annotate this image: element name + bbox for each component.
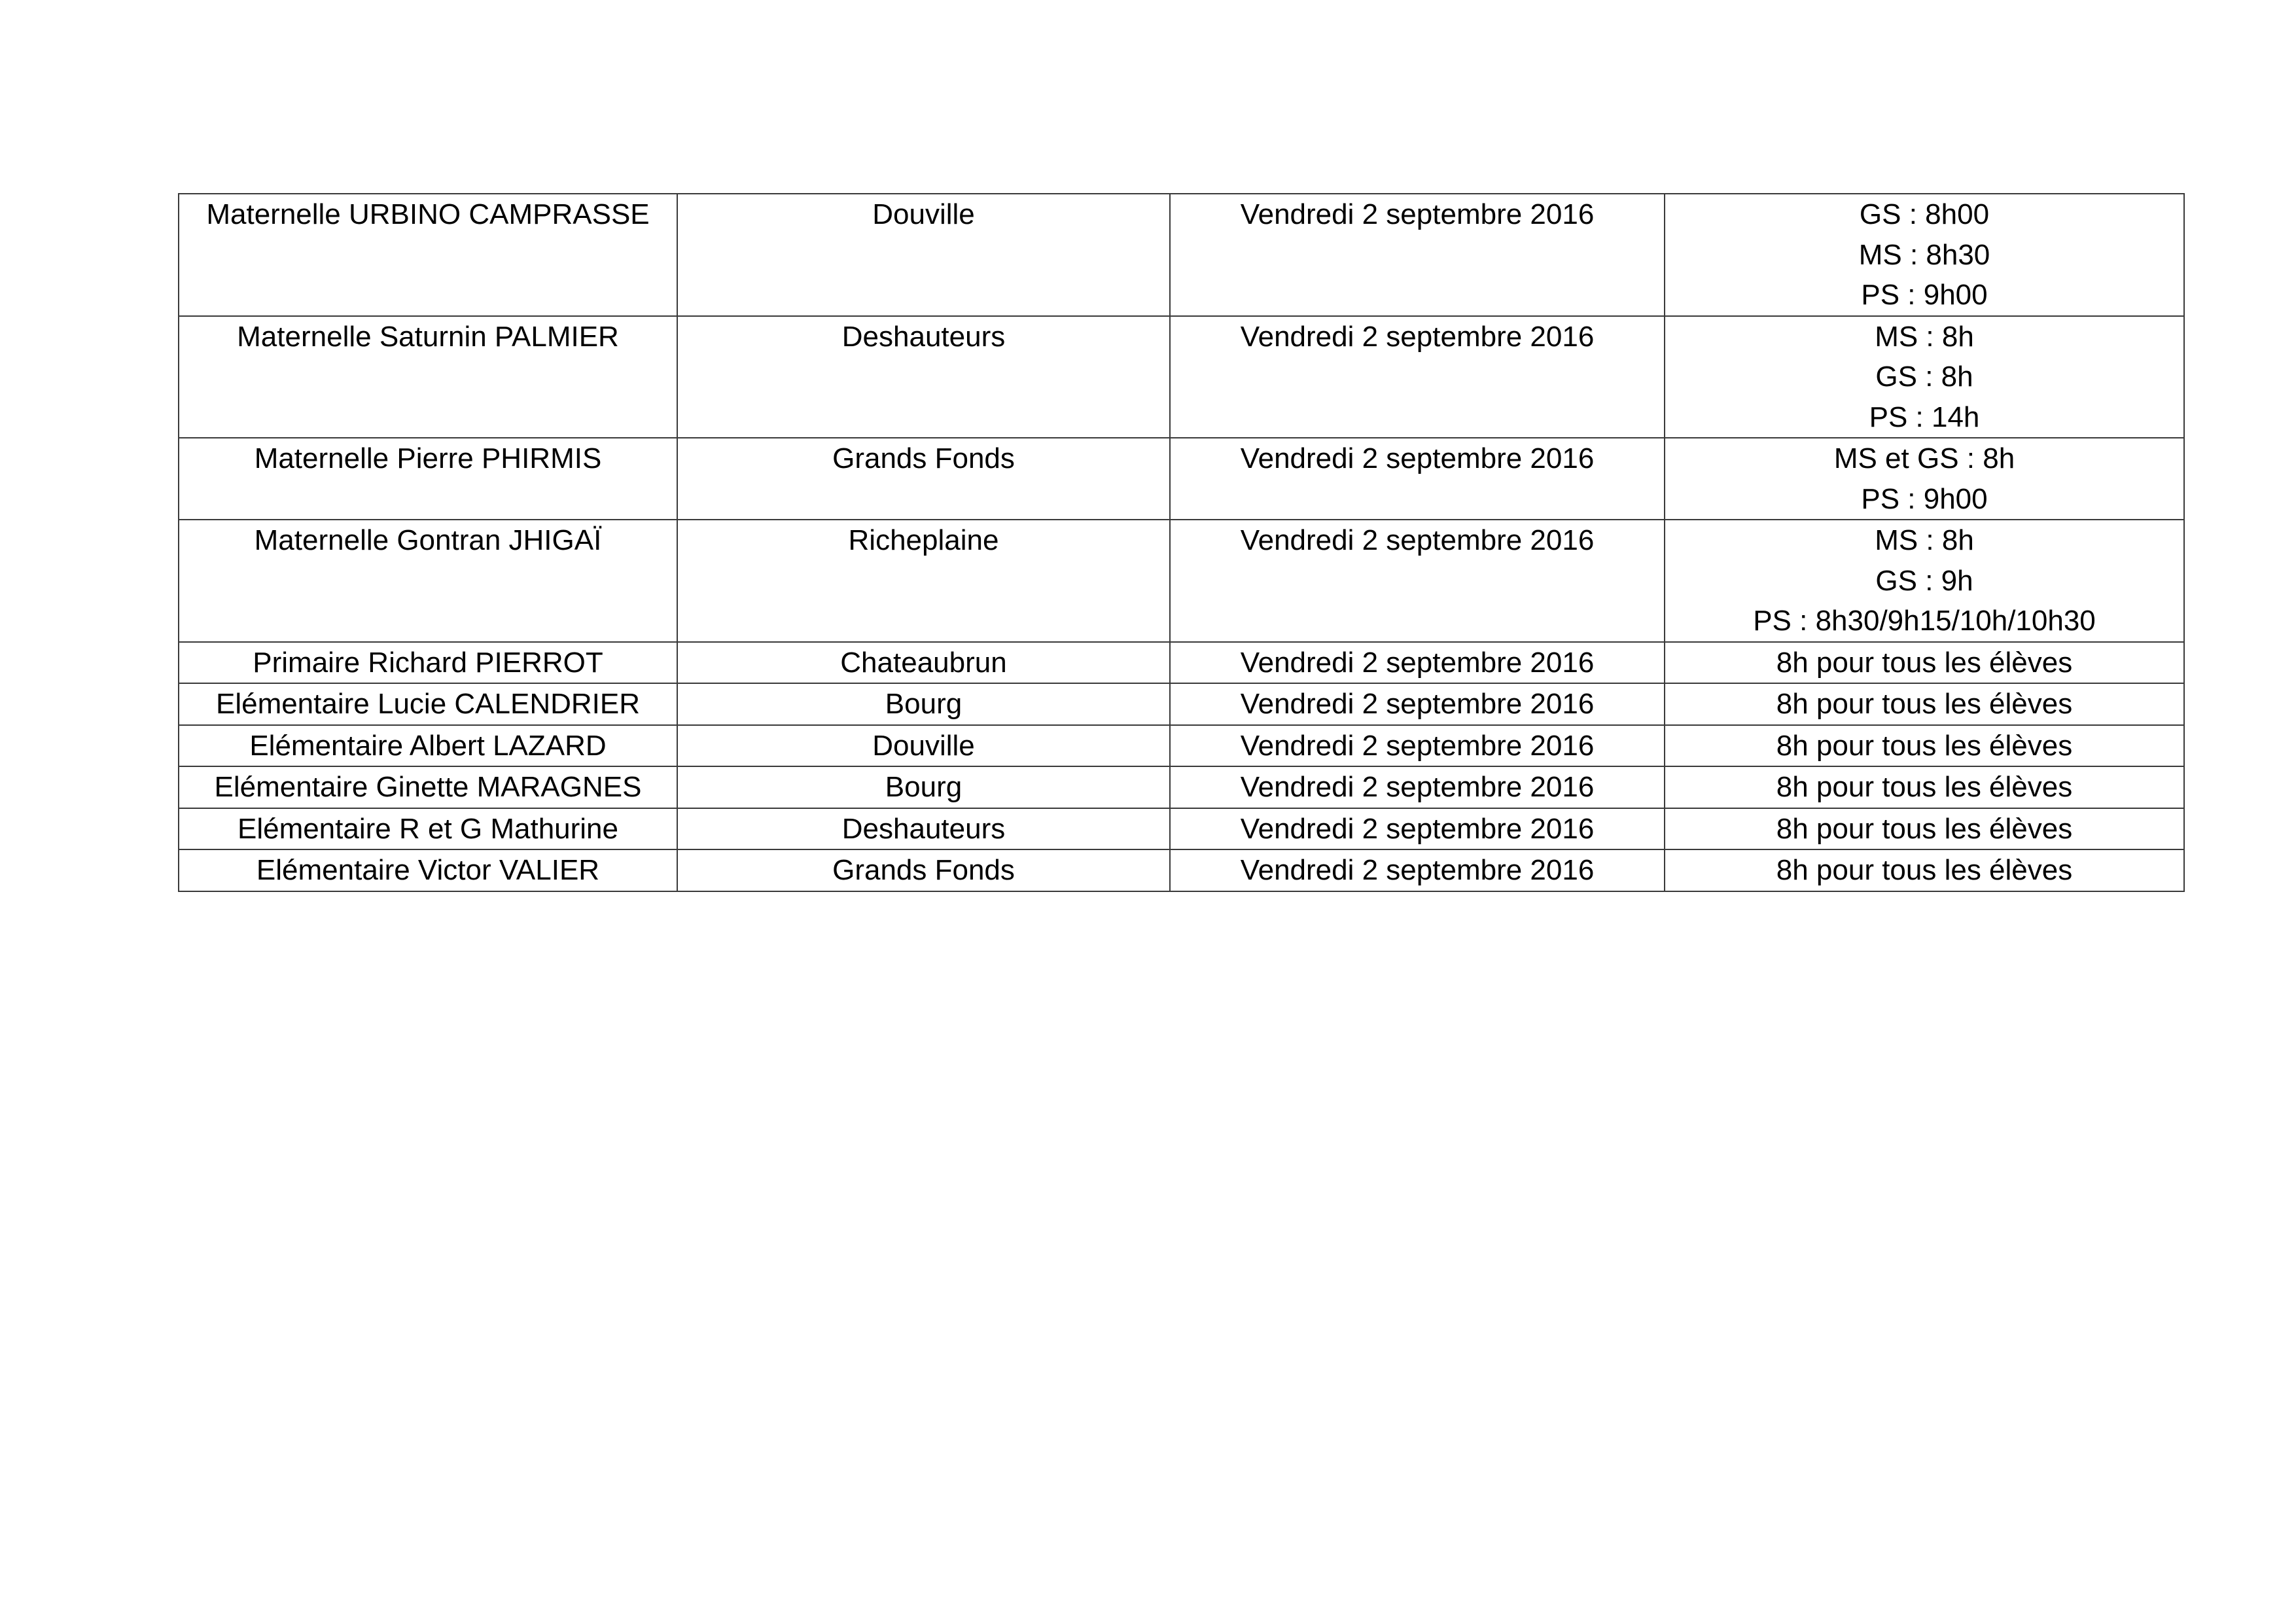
school-cell xyxy=(179,808,677,850)
time-line: PS : 14h xyxy=(1869,401,1980,433)
date-text: Vendredi 2 septembre 2016 xyxy=(1240,771,1595,803)
times-cell xyxy=(1665,766,2184,808)
table-row xyxy=(179,808,2184,850)
location-cell xyxy=(677,849,1170,891)
location-cell xyxy=(677,438,1170,520)
school-cell xyxy=(179,194,677,316)
date-text: Vendredi 2 septembre 2016 xyxy=(1240,320,1595,353)
location-name: Chateaubrun xyxy=(840,646,1007,679)
location-name: Grands Fonds xyxy=(832,442,1015,474)
school-cell xyxy=(179,642,677,684)
school-name: Elémentaire Victor VALIER xyxy=(256,854,600,886)
location-cell xyxy=(677,808,1170,850)
times-cell xyxy=(1665,849,2184,891)
times-cell xyxy=(1665,316,2184,438)
date-text: Vendredi 2 septembre 2016 xyxy=(1240,812,1595,845)
school-name: Primaire Richard PIERROT xyxy=(253,646,603,679)
school-cell xyxy=(179,316,677,438)
date-cell xyxy=(1170,642,1665,684)
date-text: Vendredi 2 septembre 2016 xyxy=(1240,442,1595,474)
location-cell xyxy=(677,766,1170,808)
school-cell xyxy=(179,849,677,891)
school-cell xyxy=(179,725,677,767)
time-line: PS : 9h00 xyxy=(1861,279,1988,311)
date-cell xyxy=(1170,438,1665,520)
table-row xyxy=(179,520,2184,642)
date-cell xyxy=(1170,683,1665,725)
location-name: Douville xyxy=(872,729,975,762)
times-cell xyxy=(1665,194,2184,316)
date-cell xyxy=(1170,808,1665,850)
school-cell xyxy=(179,766,677,808)
location-name: Deshauteurs xyxy=(841,320,1006,353)
table-row xyxy=(179,683,2184,725)
school-name: Elémentaire R et G Mathurine xyxy=(237,812,619,845)
date-cell xyxy=(1170,766,1665,808)
date-text: Vendredi 2 septembre 2016 xyxy=(1240,524,1595,556)
time-line: GS : 8h00 xyxy=(1859,198,1990,230)
location-name: Deshauteurs xyxy=(841,812,1006,845)
times-cell xyxy=(1665,683,2184,725)
date-cell xyxy=(1170,194,1665,316)
time-line: MS : 8h xyxy=(1875,524,1974,556)
location-name: Bourg xyxy=(885,771,963,803)
school-name: Maternelle URBINO CAMPRASSE xyxy=(206,198,650,230)
table-row xyxy=(179,725,2184,767)
time-line: 8h pour tous les élèves xyxy=(1776,688,2073,720)
table-row xyxy=(179,642,2184,684)
location-name: Bourg xyxy=(885,688,963,720)
school-cell xyxy=(179,520,677,642)
table-row xyxy=(179,316,2184,438)
school-name: Maternelle Gontran JHIGAÏ xyxy=(254,524,602,556)
location-cell xyxy=(677,683,1170,725)
time-line: MS : 8h30 xyxy=(1858,238,1990,271)
times-cell xyxy=(1665,642,2184,684)
date-text: Vendredi 2 septembre 2016 xyxy=(1240,646,1595,679)
location-name: Richeplaine xyxy=(848,524,999,556)
school-name: Elémentaire Lucie CALENDRIER xyxy=(215,688,641,720)
time-line: 8h pour tous les élèves xyxy=(1776,854,2073,886)
date-text: Vendredi 2 septembre 2016 xyxy=(1240,688,1595,720)
table-row xyxy=(179,849,2184,891)
time-line: PS : 8h30/9h15/10h/10h30 xyxy=(1753,605,2096,637)
location-cell xyxy=(677,316,1170,438)
location-cell xyxy=(677,725,1170,767)
location-cell xyxy=(677,520,1170,642)
date-text: Vendredi 2 septembre 2016 xyxy=(1240,729,1595,762)
table-row xyxy=(179,194,2184,316)
table-row xyxy=(179,438,2184,520)
location-name: Grands Fonds xyxy=(832,854,1015,886)
school-name: Maternelle Saturnin PALMIER xyxy=(237,320,619,353)
times-cell xyxy=(1665,520,2184,642)
table-row xyxy=(179,766,2184,808)
date-cell xyxy=(1170,849,1665,891)
time-line: 8h pour tous les élèves xyxy=(1776,729,2073,762)
location-name: Douville xyxy=(872,198,975,230)
times-cell xyxy=(1665,438,2184,520)
time-line: 8h pour tous les élèves xyxy=(1776,812,2073,845)
time-line: GS : 9h xyxy=(1875,564,1973,597)
date-text: Vendredi 2 septembre 2016 xyxy=(1240,198,1595,230)
school-name: Elémentaire Ginette MARAGNES xyxy=(214,771,642,803)
date-text: Vendredi 2 septembre 2016 xyxy=(1240,854,1595,886)
times-cell xyxy=(1665,808,2184,850)
school-cell xyxy=(179,683,677,725)
date-cell xyxy=(1170,520,1665,642)
date-cell xyxy=(1170,316,1665,438)
time-line: 8h pour tous les élèves xyxy=(1776,646,2073,679)
time-line: GS : 8h xyxy=(1875,361,1973,393)
location-cell xyxy=(677,194,1170,316)
school-name: Elémentaire Albert LAZARD xyxy=(249,729,607,762)
date-cell xyxy=(1170,725,1665,767)
school-name: Maternelle Pierre PHIRMIS xyxy=(254,442,602,474)
time-line: MS et GS : 8h xyxy=(1833,442,2015,474)
school-schedule-table xyxy=(178,193,2185,892)
time-line: PS : 9h00 xyxy=(1861,482,1988,515)
times-cell xyxy=(1665,725,2184,767)
time-line: MS : 8h xyxy=(1875,320,1974,353)
school-cell xyxy=(179,438,677,520)
time-line: 8h pour tous les élèves xyxy=(1776,771,2073,803)
location-cell xyxy=(677,642,1170,684)
